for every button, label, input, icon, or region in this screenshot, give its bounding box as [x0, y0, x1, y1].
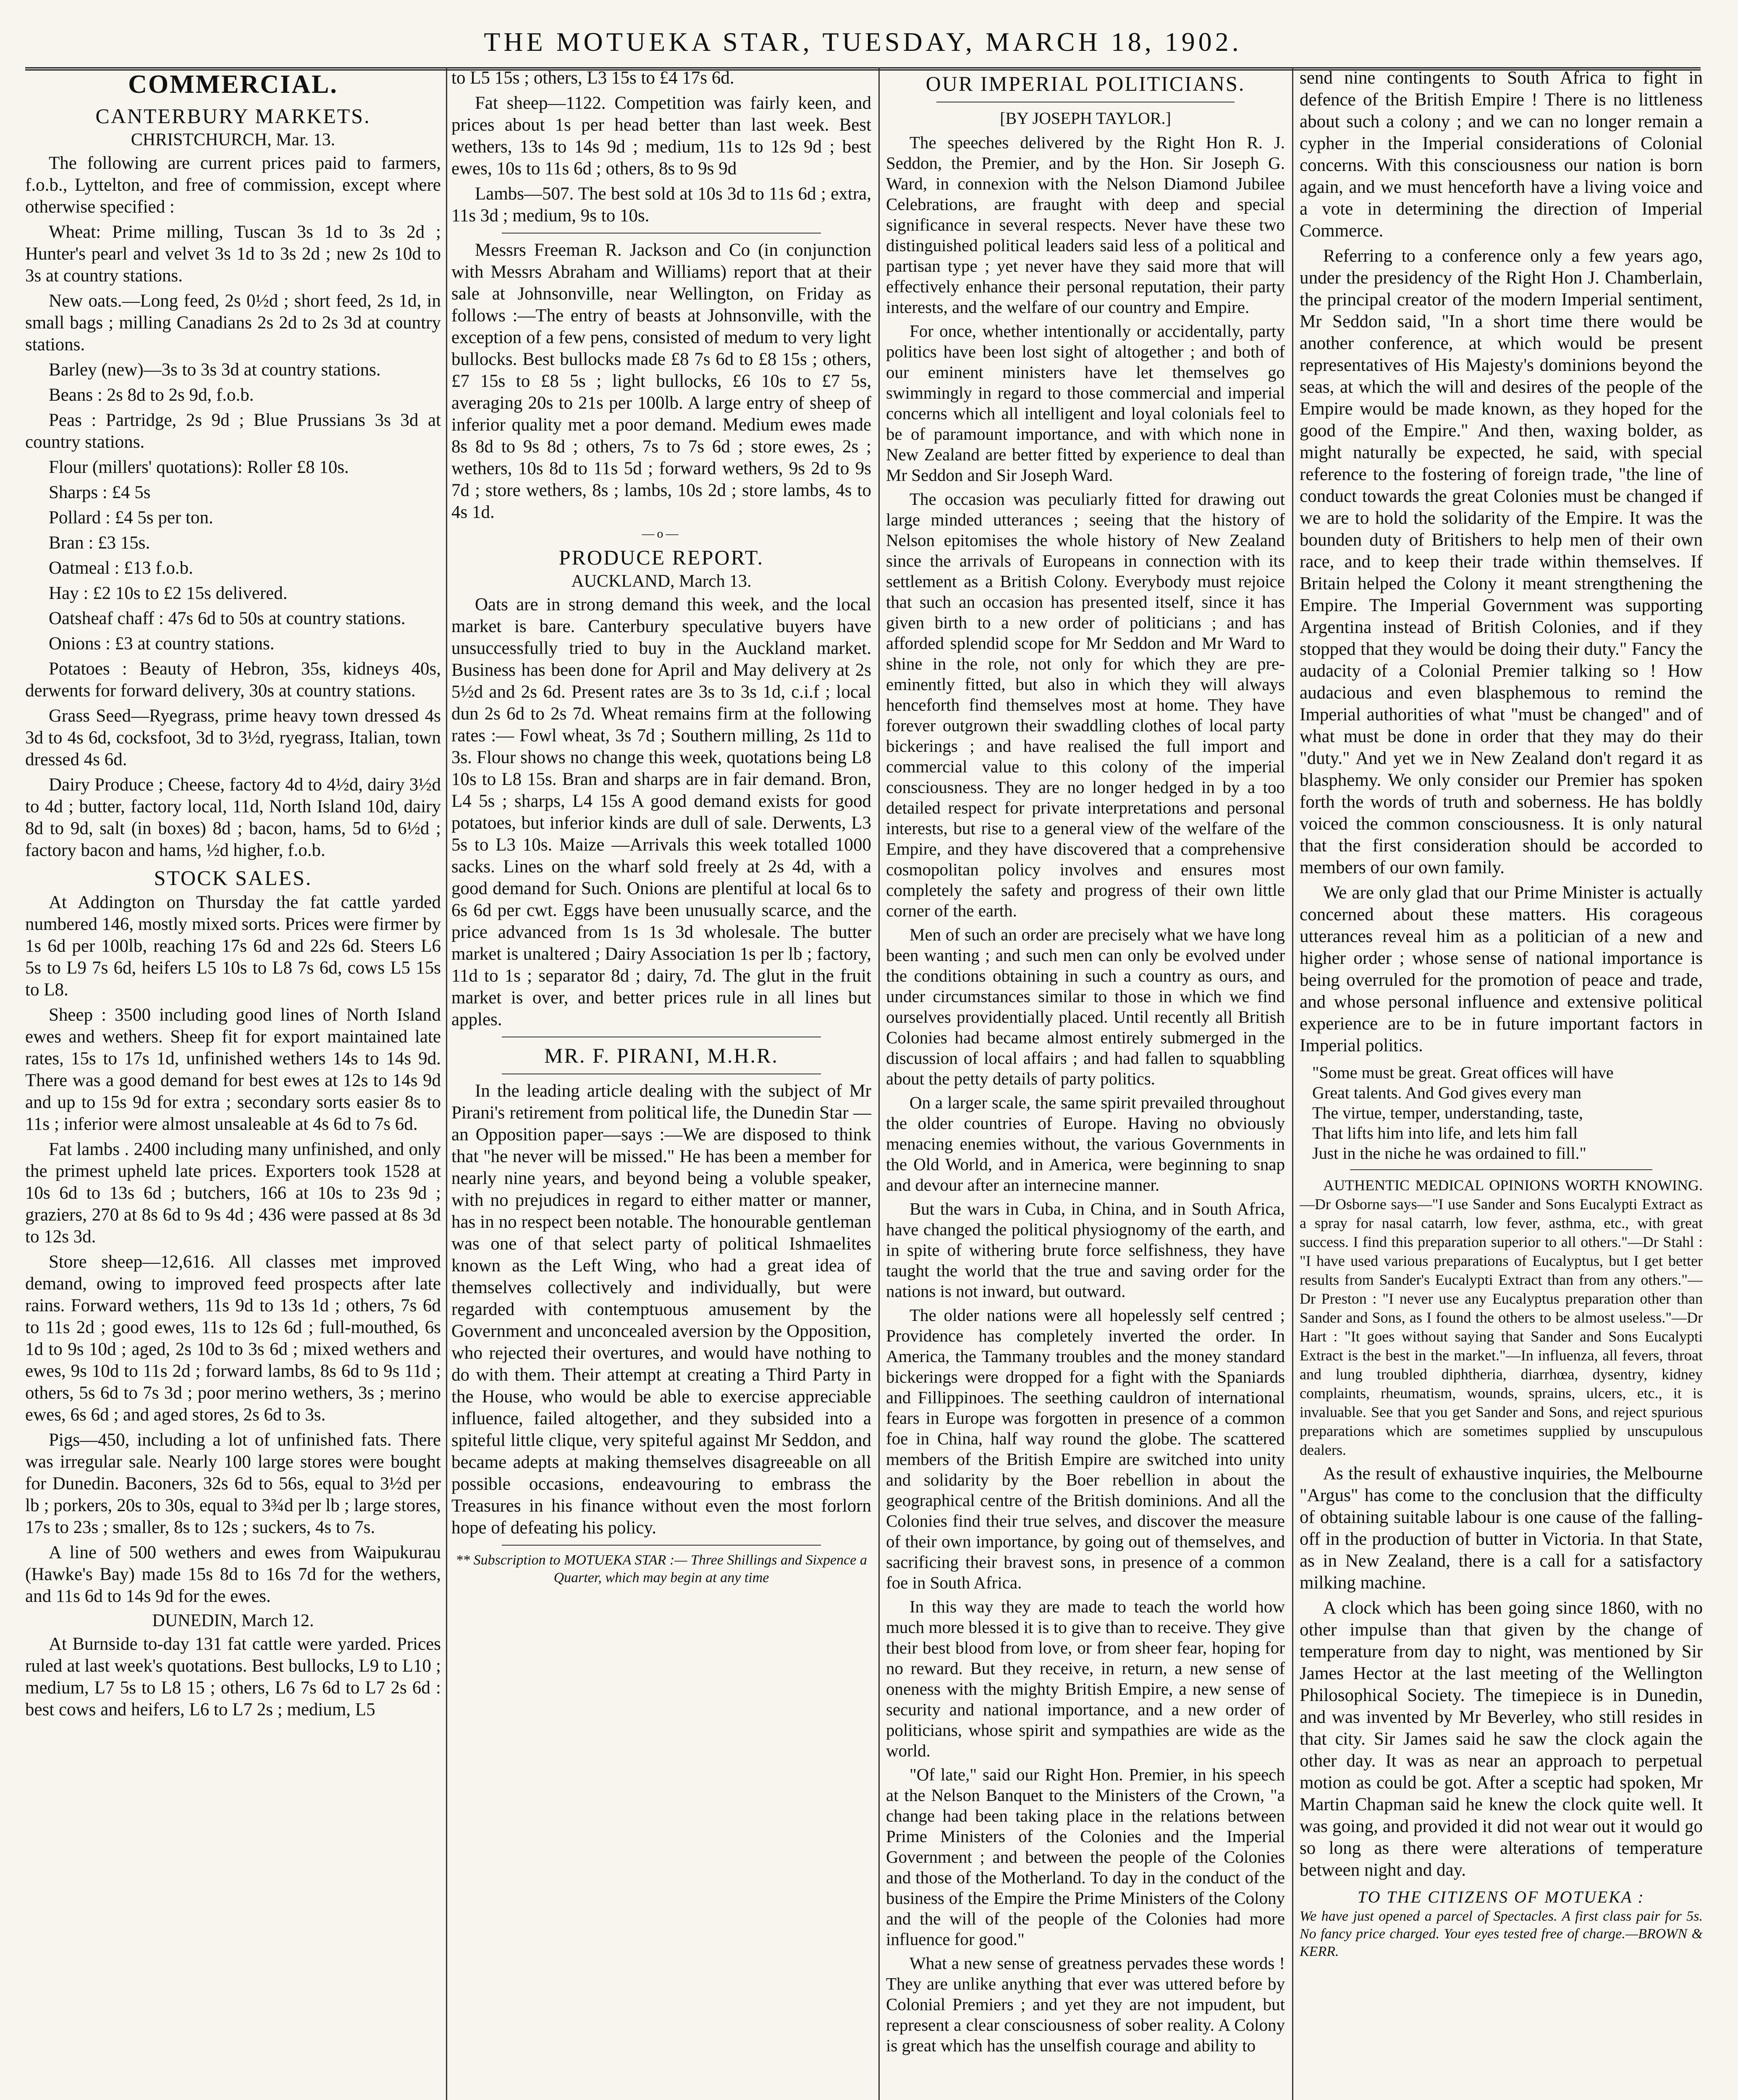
article-paragraph: Pollard : £4 5s per ton. [49, 508, 213, 528]
article-paragraph: New oats.—Long feed, 2s 0½d ; short feed, 2s 1d, in small bags ; milling Canadians 2s 2d to 2s 3d at country stations. [25, 291, 441, 354]
article-paragraph: to L5 15s ; others, L3 15s to £4 17s 6d. [451, 68, 734, 88]
section-divider [502, 1545, 821, 1546]
article-paragraph: For once, whether intentionally or accidentally, party politics have been lost sight of altogether ; and both of our eminent ministers have let themselves go swimmingly in regard to those commercial and imperial concerns which all intelligent and loyal colonials feel to be of paramount importance, and with which none in New Zealand are better fitted by experience to deal than Mr Seddon and Sir Joseph Ward. [886, 321, 1285, 485]
article-paragraph: Potatoes : Beauty of Hebron, 35s, kidneys 40s, derwents for forward delivery, 30s at country stations. [25, 659, 441, 701]
article-paragraph: Sharps : £4 5s [49, 483, 151, 502]
subscription-note: ** Subscription to MOTUEKA STAR :— Three Shillings and Sixpence a Quarter, which may begin at any time [456, 1552, 867, 1586]
poem-line: That lifts him into life, and lets him fall [1312, 1124, 1578, 1142]
article-paragraph: The speeches delivered by the Right Hon R. J. Seddon, the Premier, and by the Hon. Sir Joseph G. Ward, in connexion with the Nelson Diamond Jubilee Celebrations, are fraught with deep and special significance in several respects. Never have these two distinguished political leaders said less of a political and partisan type ; yet never have they said more that will effectively enhance their personal reputation, their party interests, and the welfare of our country and Empire. [886, 133, 1285, 317]
article-paragraph: The following are current prices paid to farmers, f.o.b., Lyttelton, and free of commission, except where otherwise specified : [25, 153, 441, 217]
article-paragraph: Store sheep—12,616. All classes met improved demand, owing to improved feed prospects after late rains. Forward wethers, 11s 9d to 13s 1d ; others, 7s 6d to 11s 2d ; good ewes, 11s to 12s 6d ; full-mouthed, 6s 1d to 9s 10d ; aged, 2s 10d to 3s 6d ; mixed wethers and ewes, 9s 10d to 11s 2d ; forward lambs, 8s 6d to 9s 11d ; others, 5s 6d to 7s 3d ; poor merino wethers, 3s ; merino ewes, 6s 6d ; and aged stores, 2s 6d to 3s. [25, 1252, 441, 1425]
article-paragraph: Oats are in strong demand this week, and the local market is bare. Canterbury speculative buyers have unsuccessfully tried to buy in the Auckland market. Business has been done for April and May delivery at 2s 5½d and 2s 6d. Present rates are 3s to 3s 1d, c.i.f ; local dun 2s 6d to 2s 7d. Wheat remains firm at the following rates :— Fowl wheat, 3s 7d ; Southern milling, 2s 11d to 3s. Flour shows no change this week, quotations being L8 10s to L8 15s. Bran and sharps are in fair demand. Bron, L4 5s ; sharps, L4 15s A good demand exists for good potatoes, but inferior kinds are dull of sale. Derwents, L3 5s to L3 10s. Maize —Arrivals this week totalled 1000 sacks. Lines on the wharf sold freely at 2s 4d, with a good demand for Such. Onions are plentiful at local 6s to 6s 6d per cwt. Eggs have been unusually scarce, and the price advanced from 1s 1s 3d wholesale. The butter market is unaltered ; Dairy Association 1s per lb ; factory, 11d to 1s ; separator 8d ; dairy, 7d. The glut in the fruit market is over, and better prices rule in all lines but apples. [451, 595, 871, 1029]
article-paragraph: Dairy Produce ; Cheese, factory 4d to 4½d, dairy 3½d to 4d ; butter, factory local, 11d, North Island 10d, dairy 8d to 9d, salt (in boxes) 8d ; bacon, hams, 5d to 6½d ; factory bacon and hams, ½d higher, f.o.b. [25, 775, 441, 860]
column-continued [1300, 67, 1703, 2100]
article-paragraph: Beans : 2s 8d to 2s 9d, f.o.b. [49, 385, 254, 405]
section-divider [1350, 1169, 1652, 1170]
article-paragraph: Grass Seed—Ryegrass, prime heavy town dressed 4s 3d to 4s 6d, cocksfoot, 3d to 3½d, ryegrass, Italian, town dressed 4s 6d. [25, 706, 441, 769]
poem-line: The virtue, temper, understanding, taste, [1312, 1103, 1583, 1122]
column-rule [1292, 67, 1293, 2100]
article-paragraph: Flour (millers' quotations): Roller £8 10s. [49, 457, 349, 477]
column-commercial [25, 67, 441, 2100]
poem-quote [1312, 1063, 1690, 1163]
dateline-dunedin: DUNEDIN, March 12. [152, 1611, 314, 1630]
subheading-produce-report: PRODUCE REPORT. [558, 546, 764, 569]
section-divider [502, 233, 821, 234]
column-rule [878, 67, 880, 2100]
article-byline: [BY JOSEPH TAYLOR.] [1000, 109, 1171, 128]
article-paragraph: Barley (new)—3s to 3s 3d at country stations. [49, 360, 381, 380]
poem-line: Great talents. And God gives every man [1312, 1083, 1581, 1102]
article-paragraph: Referring to a conference only a few years ago, under the presidency of the Right Hon J. Chamberlain, the principal creator of the modern Imperial sentiment, Mr Seddon said, "In a short time there would be another conference, at which would be present representatives of His Majesty's dominions beyond the seas, at which the will and desires of the people of the Empire would be made known, as they hoped for the good of the Empire." And then, waxing bolder, as might naturally be expected, he said, with special reference to the fostering of foreign trade, "the line of conduct towards the great Colonies must be changed if we are to hold the solidarity of the Empire. It was the bounden duty of Britishers to help men of their own race, and to keep their trade within themselves. If Britain helped the Colony it meant strengthening the Empire. The Imperial Government was supporting Argentina instead of British Colonies, and if they stopped that they would be doing their duty." Fancy the audacity of a Colonial Premier talking so ! How audacious and even blasphemous to remind the Imperial authorities of what "must be changed" and of what must be done in order that they may do their "duty." And yet we in New Zealand don't regard it as blasphemy. We only consider our Premier has spoken forth the words of truth and soberness. He has boldly voiced the common consciousness. It is only natural that the first consideration should be accorded to members of our own family. [1300, 246, 1703, 877]
poem-line: Just in the niche he was ordained to fill." [1312, 1144, 1586, 1163]
masthead [25, 17, 1701, 71]
subheading-stock-sales: STOCK SALES. [154, 866, 312, 890]
article-paragraph: Wheat: Prime milling, Tuscan 3s 1d to 3s 2d ; Hunter's pearl and velvet 3s 1d to 3s 2d ; new 2s 10d to 3s at country stations. [25, 222, 441, 286]
poem-line: "Some must be great. Great offices will have [1312, 1063, 1614, 1082]
medical-opinions-advert: AUTHENTIC MEDICAL OPINIONS WORTH KNOWING.—Dr Osborne says—"I use Sander and Sons Eucalypti Extract as a spray for nasal catarrh, low fever, asthma, etc., with great success. I find this preparation superior to all others."—Dr Stahl : "I have used various preparations of Eucalyptus, but I get better results from Sander's Eucalypti Extract than from any others."—Dr Preston : "I never use any Eucalyptus preparation other than Sander and Sons, as I found the others to be almost useless."—Dr Hart : "It goes without saying that Sander and Sons Eucalypti Extract is the best in the market."—In influenza, all fevers, throat and lung troubled diphtheria, diarrhœa, dysentry, kidney complaints, rheumatism, wounds, sprains, ulcers, etc., it is invaluable. See that you get Sander and Sons, and reject spurious preparations which are sometimes supplied by unscupulous dealers. [1300, 1177, 1703, 1458]
article-paragraph: We are only glad that our Prime Minister is actually concerned about these matters. His corageous utterances reveal him as a politician of a new and higher order ; whose sense of national importance is being overruled for the promotion of peace and trade, and whose personal influence and extensive political experience are to be in future important factors in Imperial politics. [1300, 883, 1703, 1055]
article-paragraph: Lambs—507. The best sold at 10s 3d to 11s 6d ; extra, 11s 3d ; medium, 9s to 10s. [451, 184, 871, 226]
article-paragraph: Oatmeal : £13 f.o.b. [49, 558, 193, 578]
dateline-christchurch: CHRISTCHURCH, Mar. 13. [131, 130, 336, 150]
article-paragraph: Messrs Freeman R. Jackson and Co (in conjunction with Messrs Abraham and Williams) report that at their sale at Johnsonville, near Wellington, on Friday as follows :—The entry of beasts at Johnsonville, with the exception of a few pens, consisted of medum to very light bullocks. Best bullocks made £8 7s 6d to £8 15s ; others, £7 15s to £8 5s ; light bullocks, £6 10s to £7 5s, averaging 20s to 21s per 100lb. A large entry of sheep of inferior quality met a poor demand. Medium ewes made 8s 8d to 9s 8d ; others, 7s to 7s 6d ; store ewes, 2s ; wethers, 10s 8d to 11s 5d ; forward wethers, 9s 2d to 9s 7d ; store wethers, 8s ; lambs, 10s 2d ; store lambs, 4s to 4s 1d. [451, 240, 871, 522]
article-paragraph: The occasion was peculiarly fitted for drawing out large minded utterances ; seeing that the history of Nelson epitomises the whole history of New Zealand since the arrivals of Europeans in connection with its settlement as a British Colony. Everybody must rejoice that such an occasion has presented itself, since it has given birth to a new order of politicians ; and has afforded splendid scope for Mr Seddon and Mr Ward to shine in the role, not only for which they are pre-eminently fitted, but also in which they will always henceforth find themselves most at home. They have forever outgrown their swaddling clothes of local party bickerings ; and have realised the full import and commercial value to this colony of the imperial consciousness. They are no longer hedged in by a too detailed respect for private interpretations and personal interests, but rise to a general view of the welfare of the Empire, and they have discovered that a comprehensive cosmopolitan policy involves and ensures most completely the safety and progress of their own little corner of the earth. [886, 489, 1285, 920]
article-paragraph: Oatsheaf chaff : 47s 6d to 50s at country stations. [49, 609, 406, 628]
article-paragraph: Hay : £2 10s to £2 15s delivered. [49, 583, 288, 603]
masthead-title: THE MOTUEKA STAR, TUESDAY, MARCH 18, 1902. [484, 27, 1242, 57]
column-produce [451, 67, 871, 2100]
section-heading-commercial: COMMERCIAL. [128, 70, 338, 99]
article-paragraph: Men of such an order are precisely what we have long been wanting ; and such men can only be evolved under the conditions obtaining in such a country as ours, and under circumstances similar to those in which we find ourselves providentially placed. Until recently all British Colonies had became almost entirely submerged in the discussion of local affairs ; and had fallen to squabbling about the petty details of party politics. [886, 925, 1285, 1088]
article-paragraph: "Of late," said our Right Hon. Premier, in his speech at the Nelson Banquet to the Ministers of the Crown, "a change had been taking place in the relations between Prime Ministers of the Colonies and the Imperial Government ; and between the people of the Colonies and those of the Motherland. To day in the conduct of the business of the Empire the Prime Ministers of the Colony and the will of the people of the Colonies had more influence for good." [886, 1765, 1285, 1949]
article-paragraph: As the result of exhaustive inquiries, the Melbourne "Argus" has come to the conclusion that the difficulty of obtaining suitable labour is one cause of the falling-off in the production of butter in Victoria. In that State, as in New Zealand, there is a call for a satisfactory milking machine. [1300, 1464, 1703, 1593]
article-paragraph: On a larger scale, the same spirit prevailed throughout the older countries of Europe. Having no obviously menacing enemies without, the various Governments in the Old World, and in America, were beginning to snap and devour after an internecine manner. [886, 1093, 1285, 1194]
dateline-auckland: AUCKLAND, March 13. [571, 572, 752, 591]
article-paragraph: send nine contingents to South Africa to fight in defence of the British Empire ! There is no littleness about such a colony ; and we can no longer remain a cypher in the Imperial considerations of Colonial concerns. With this consciousness our nation is born again, and we must henceforth have a living voice and a vote in determining the direction of Imperial Commerce. [1300, 68, 1703, 241]
subheading-canterbury-markets: CANTERBURY MARKETS. [95, 104, 371, 128]
article-paragraph: At Burnside to-day 131 fat cattle were yarded. Prices ruled at last week's quotations. Best bullocks, L9 to L10 ; medium, L7 5s to L8 15 ; others, L6 7s 6d to L7 2s 6d : best cows and heifers, L6 to L7 2s ; medium, L5 [25, 1634, 441, 1719]
column-imperial-politicians [886, 67, 1285, 2100]
article-paragraph: But the wars in Cuba, in China, and in South Africa, have changed the political physiognomy of the earth, and in spite of withering brute force selfishness, they have taught the world that the true and saving order for the nations is not inward, but outward. [886, 1199, 1285, 1301]
spectacles-notice: We have just opened a parcel of Spectacles. A first class pair for 5s. No fancy price charged. Your eyes tested free of charge.—BROWN & KERR. [1300, 1908, 1703, 1959]
article-paragraph: Bran : £3 15s. [49, 533, 150, 553]
subheading-pirani: MR. F. PIRANI, M.H.R. [544, 1044, 779, 1067]
article-paragraph: What a new sense of greatness pervades these words ! They are unlike anything that ever was uttered before by Colonial Premiers ; and yet they are not impudent, but represent a clear consciousness of sober reality. A Colony is great which has the unselfish courage and ability to [886, 1953, 1285, 2055]
article-paragraph: Peas : Partridge, 2s 9d ; Blue Prussians 3s 3d at country stations. [25, 410, 441, 452]
article-paragraph: A line of 500 wethers and ewes from Waipukurau (Hawke's Bay) made 15s 8d to 16s 7d for the wethers, and 11s 6d to 14s 9d for the ewes. [25, 1543, 441, 1606]
article-paragraph: In this way they are made to teach the world how much more blessed it is to give than to receive. They give their best blood from love, or from sheer fear, hoping for no reward. But they receive, in return, a new sense of oneness with the mighty British Empire, a new sense of security and national importance, and a new order of politicians, whose spirit and sympathies are wide as the world. [886, 1597, 1285, 1760]
article-paragraph: At Addington on Thursday the fat cattle yarded numbered 146, mostly mixed sorts. Prices were firmer by 1s 6d per 100lb, reaching 17s 6d and 22s 6d. Steers L6 5s to L9 7s 6d, heifers L5 10s to L8 7s 6d, cows L5 15s to L8. [25, 892, 441, 1000]
notice-title: TO THE CITIZENS OF MOTUEKA : [1358, 1887, 1645, 1906]
article-paragraph: Onions : £3 at country stations. [49, 634, 275, 654]
article-paragraph: In the leading article dealing with the subject of Mr Pirani's retirement from political life, the Dunedin Star —an Opposition paper—says :—We are disposed to think that "he never will be missed." He has been a member for nearly nine years, and beyond being a voluble speaker, with no prejudices in regard to either matter or manner, has in no respect been notable. The honourable gentleman was one of that select party of political Ishmaelites known as the Left Wing, who had a great idea of themselves collectively and individually, but were regarded with contemptuous amusement by the Government and unconcealed aversion by the Opposition, who rejected their overtures, and would have nothing to do with them. Their attempt at creating a Third Party in the House, who would be able to exercise appreciable influence, failed altogether, and they subsided into a spiteful little clique, very spiteful against Mr Seddon, and became adepts at making themselves disagreeable on all possible occasions, endeavouring to embrass the Treasures in his finance without even the most forlorn hope of defeating his policy. [451, 1081, 871, 1538]
article-paragraph: A clock which has been going since 1860, with no other impulse than that given by the change of temperature from day to night, was mentioned by Sir James Hector at the last meeting of the Wellington Philosophical Society. The timepiece is in Dunedin, and was invented by Mr Beverley, who still resides in that city. Sir James said he saw the clock again the other day. It was as near an approach to perpetual motion as could be got. After a sceptic had spoken, Mr Martin Chapman said he knew the clock quite well. It was going, and provided it did not wear out it would go so long as there were alterations of temperature between night and day. [1300, 1598, 1703, 1880]
column-rule [446, 67, 447, 2100]
ornament-divider: —o— [642, 527, 681, 541]
article-heading-imperial-politicians: OUR IMPERIAL POLITICIANS. [925, 72, 1245, 95]
article-paragraph: Fat lambs . 2400 including many unfinished, and only the primest upheld late prices. Exporters took 1528 at 10s 6d to 13s 6d ; butchers, 166 at 10s to 23s 9d ; graziers, 270 at 8s 6d to 9s 4d ; 436 were passed at 8s 3d to 12s 3d. [25, 1139, 441, 1247]
article-paragraph: The older nations were all hopelessly self centred ; Providence has completely inverted the order. In America, the Tammany troubles and the money standard bickerings were dropped for a fight with the Spaniards and Fillippinoes. The seething cauldron of international fears in Europe was forgotten in presence of a common foe in China, half way round the globe. The scattered members of the British Empire are switched into unity and solidarity by the Boer rebellion in about the geographical centre of the British dominions. And all the Colonies find their true selves, and discover the measure of their own importance, by going out of themselves, and sacrificing their bravest sons, in presence of a common foe in South Africa. [886, 1305, 1285, 1592]
article-paragraph: Fat sheep—1122. Competition was fairly keen, and prices about 1s per head better than last week. Best wethers, 13s to 14s 9d ; medium, 11s to 12s 9d ; best ewes, 10s to 11s 6d ; others, 8s to 9s 9d [451, 93, 871, 178]
article-paragraph: Pigs—450, including a lot of unfinished fats. There was irregular sale. Nearly 100 large stores were bought for Dunedin. Baconers, 32s 6d to 56s, equal to 3½d per lb ; porkers, 20s to 30s, equal to 3¾d per lb ; large stores, 17s to 23s ; smaller, 8s to 12s ; suckers, 4s to 7s. [25, 1430, 441, 1537]
article-paragraph: Sheep : 3500 including good lines of North Island ewes and wethers. Sheep fit for export maintained late rates, 15s to 17s 1d, unfinished wethers 14s to 14s 9d. There was a good demand for best ewes at 12s to 14s 9d and up to 15s 9d for extra ; secondary sorts easier 8s to 11s ; inferior were almost unsaleable at 4s 6d to 7s 6d. [25, 1005, 441, 1134]
